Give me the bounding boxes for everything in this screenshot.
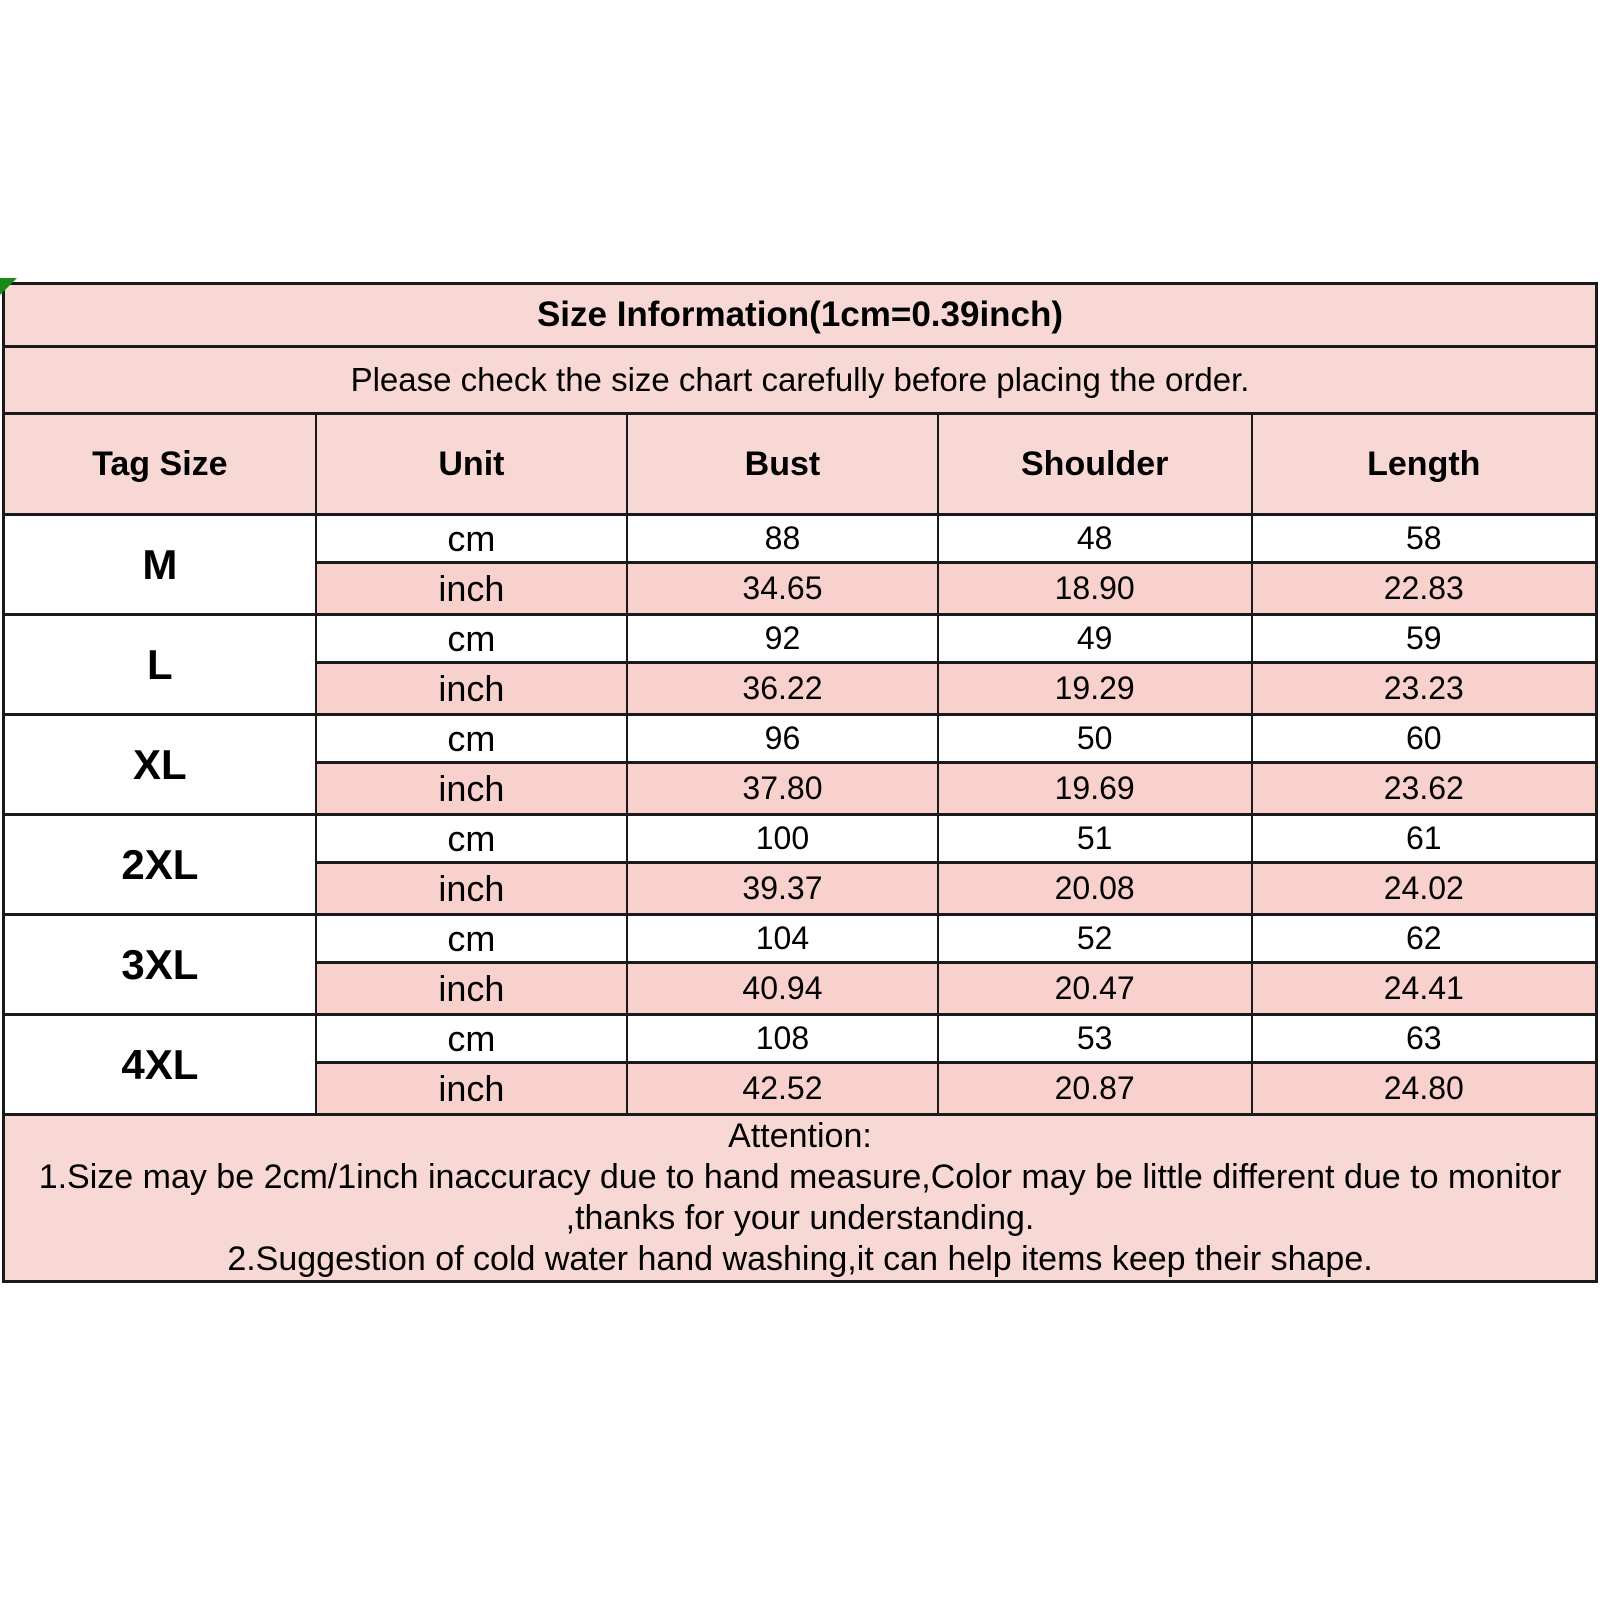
length-inch-value: 24.80 <box>1252 1063 1597 1115</box>
unit-inch-label: inch <box>316 963 627 1015</box>
unit-cm-label: cm <box>316 815 627 863</box>
shoulder-inch-value: 19.69 <box>938 763 1252 815</box>
attention-row <box>4 1115 1597 1282</box>
unit-cm-label: cm <box>316 715 627 763</box>
bust-cm-value: 92 <box>627 615 938 663</box>
shoulder-inch-value: 18.90 <box>938 563 1252 615</box>
bust-inch-value: 40.94 <box>627 963 938 1015</box>
size-chart-subtitle: Please check the size chart carefully before placing the order. <box>4 347 1597 414</box>
length-inch-value: 23.62 <box>1252 763 1597 815</box>
length-cm-value: 60 <box>1252 715 1597 763</box>
size-label-xl: XL <box>4 715 316 815</box>
bust-inch-value: 42.52 <box>627 1063 938 1115</box>
length-inch-value: 24.02 <box>1252 863 1597 915</box>
bust-cm-value: 96 <box>627 715 938 763</box>
attention-line-2: ,thanks for your understanding. <box>565 1199 1035 1237</box>
shoulder-inch-value: 20.87 <box>938 1063 1252 1115</box>
size-row-2xl-cm <box>4 815 1597 863</box>
length-cm-value: 62 <box>1252 915 1597 963</box>
size-row-3xl-cm <box>4 915 1597 963</box>
attention-line-1: 1.Size may be 2cm/1inch inaccuracy due to hand measure,Color may be little different due to monitor <box>38 1158 1562 1196</box>
size-label-m: M <box>4 515 316 615</box>
size-chart-sheet <box>2 282 1598 1283</box>
shoulder-cm-value: 53 <box>938 1015 1252 1063</box>
bust-cm-value: 108 <box>627 1015 938 1063</box>
shoulder-inch-value: 20.47 <box>938 963 1252 1015</box>
bust-inch-value: 37.80 <box>627 763 938 815</box>
size-label-2xl: 2XL <box>4 815 316 915</box>
column-header-shoulder: Shoulder <box>938 414 1252 515</box>
attention-heading: Attention: <box>728 1117 872 1155</box>
shoulder-cm-value: 49 <box>938 615 1252 663</box>
unit-cm-label: cm <box>316 515 627 563</box>
bust-inch-value: 36.22 <box>627 663 938 715</box>
size-row-l-cm <box>4 615 1597 663</box>
length-cm-value: 58 <box>1252 515 1597 563</box>
column-header-tag-size: Tag Size <box>4 414 316 515</box>
bust-cm-value: 104 <box>627 915 938 963</box>
length-inch-value: 24.41 <box>1252 963 1597 1015</box>
bust-cm-value: 100 <box>627 815 938 863</box>
shoulder-cm-value: 50 <box>938 715 1252 763</box>
bust-inch-value: 34.65 <box>627 563 938 615</box>
length-inch-value: 22.83 <box>1252 563 1597 615</box>
green-corner-marker-icon <box>0 278 17 295</box>
shoulder-cm-value: 48 <box>938 515 1252 563</box>
unit-cm-label: cm <box>316 615 627 663</box>
column-header-bust: Bust <box>627 414 938 515</box>
size-label-l: L <box>4 615 316 715</box>
attention-note <box>4 1115 1597 1282</box>
length-inch-value: 23.23 <box>1252 663 1597 715</box>
shoulder-cm-value: 52 <box>938 915 1252 963</box>
unit-inch-label: inch <box>316 663 627 715</box>
length-cm-value: 59 <box>1252 615 1597 663</box>
column-header-length: Length <box>1252 414 1597 515</box>
title-row <box>4 284 1597 347</box>
bust-cm-value: 88 <box>627 515 938 563</box>
length-cm-value: 61 <box>1252 815 1597 863</box>
size-row-4xl-cm <box>4 1015 1597 1063</box>
length-cm-value: 63 <box>1252 1015 1597 1063</box>
unit-cm-label: cm <box>316 915 627 963</box>
size-chart-table <box>2 282 1598 1283</box>
attention-line-3: 2.Suggestion of cold water hand washing,it can help items keep their shape. <box>227 1240 1373 1278</box>
unit-inch-label: inch <box>316 863 627 915</box>
column-header-unit: Unit <box>316 414 627 515</box>
column-header-row <box>4 414 1597 515</box>
unit-inch-label: inch <box>316 1063 627 1115</box>
shoulder-inch-value: 20.08 <box>938 863 1252 915</box>
subtitle-row <box>4 347 1597 414</box>
bust-inch-value: 39.37 <box>627 863 938 915</box>
size-row-xl-cm <box>4 715 1597 763</box>
size-label-4xl: 4XL <box>4 1015 316 1115</box>
shoulder-inch-value: 19.29 <box>938 663 1252 715</box>
size-label-3xl: 3XL <box>4 915 316 1015</box>
size-row-m-cm <box>4 515 1597 563</box>
unit-inch-label: inch <box>316 763 627 815</box>
size-chart-title: Size Information(1cm=0.39inch) <box>4 284 1597 347</box>
unit-cm-label: cm <box>316 1015 627 1063</box>
unit-inch-label: inch <box>316 563 627 615</box>
shoulder-cm-value: 51 <box>938 815 1252 863</box>
